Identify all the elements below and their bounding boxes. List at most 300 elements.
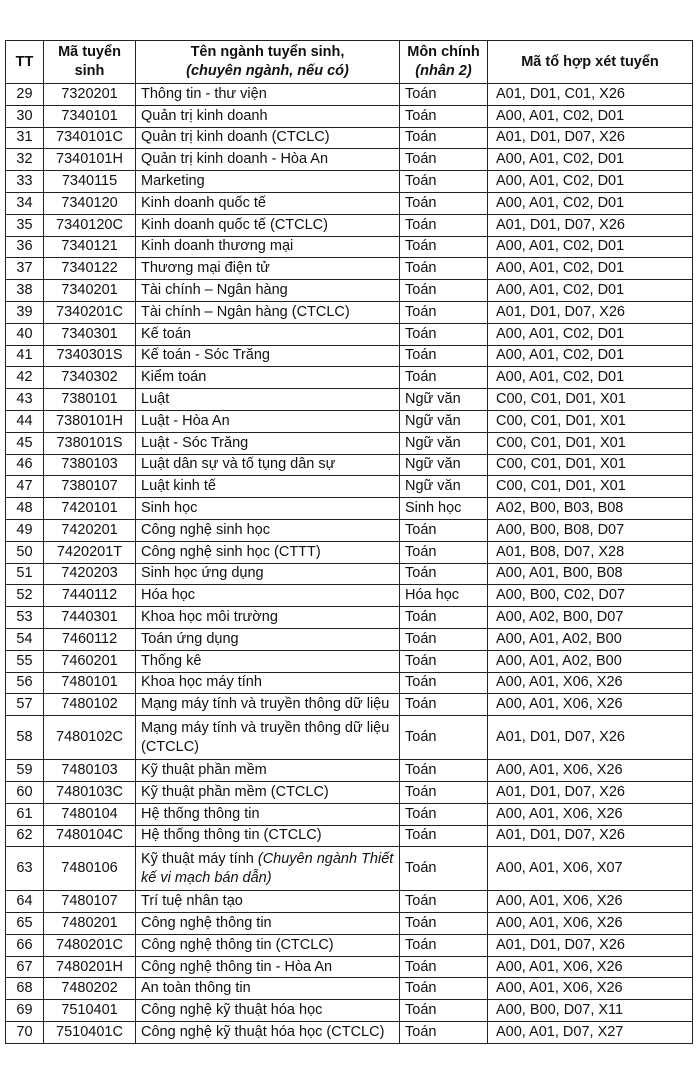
program-name xyxy=(136,323,400,345)
program-name-text: Công nghệ thông tin xyxy=(141,914,272,931)
main-subject: Toán xyxy=(400,541,488,563)
row-number: 66 xyxy=(6,934,44,956)
program-name-text: Luật - Sóc Trăng xyxy=(141,434,249,451)
program-code: 7480103 xyxy=(44,760,136,782)
program-name xyxy=(136,891,400,913)
program-name-text: Công nghệ sinh học xyxy=(141,521,270,538)
table-row xyxy=(6,847,693,891)
subject-combination: A00, A01, X06, X26 xyxy=(488,978,693,1000)
table-row xyxy=(6,84,693,106)
table-row xyxy=(6,563,693,585)
program-name-text: Luật dân sự và tố tụng dân sự xyxy=(141,456,336,473)
header-code-line1: Mã tuyển xyxy=(58,44,121,60)
program-name xyxy=(136,1022,400,1044)
program-name-text: Kinh doanh quốc tế xyxy=(141,194,266,211)
program-name xyxy=(136,127,400,149)
program-name-text: Kinh doanh thương mại xyxy=(141,238,294,255)
main-subject: Toán xyxy=(400,628,488,650)
main-subject: Toán xyxy=(400,803,488,825)
subject-combination: A00, A01, A02, B00 xyxy=(488,628,693,650)
header-code-line2: sinh xyxy=(74,63,105,79)
table-row xyxy=(6,476,693,498)
row-number: 43 xyxy=(6,389,44,411)
table-row xyxy=(6,127,693,149)
program-name-text: Hóa học xyxy=(141,587,196,604)
program-name-text: Công nghệ thông tin (CTCLC) xyxy=(141,936,334,953)
subject-combination: A00, A01, B00, B08 xyxy=(488,563,693,585)
program-name-text: Sinh học ứng dụng xyxy=(141,565,264,582)
table-row xyxy=(6,323,693,345)
row-number: 45 xyxy=(6,432,44,454)
main-subject: Toán xyxy=(400,672,488,694)
row-number: 57 xyxy=(6,694,44,716)
row-number: 69 xyxy=(6,1000,44,1022)
program-code: 7380103 xyxy=(44,454,136,476)
table-row xyxy=(6,934,693,956)
program-code: 7340301S xyxy=(44,345,136,367)
row-number: 30 xyxy=(6,105,44,127)
subject-combination: A00, A01, C02, D01 xyxy=(488,280,693,302)
row-number: 39 xyxy=(6,301,44,323)
row-number: 49 xyxy=(6,519,44,541)
program-name-text: Mạng máy tính và truyền thông dữ liệu xyxy=(141,696,390,713)
subject-combination: A01, D01, D07, X26 xyxy=(488,825,693,847)
main-subject: Toán xyxy=(400,934,488,956)
program-name-text: Kế toán xyxy=(141,325,191,342)
program-code: 7480107 xyxy=(44,891,136,913)
program-code: 7460112 xyxy=(44,628,136,650)
row-number: 51 xyxy=(6,563,44,585)
header-tt: TT xyxy=(6,41,44,84)
row-number: 52 xyxy=(6,585,44,607)
program-code: 7320201 xyxy=(44,84,136,106)
program-code: 7340301 xyxy=(44,323,136,345)
program-code: 7480202 xyxy=(44,978,136,1000)
subject-combination: A00, A01, X06, X26 xyxy=(488,760,693,782)
program-name xyxy=(136,84,400,106)
program-name xyxy=(136,847,400,891)
program-code: 7480201H xyxy=(44,956,136,978)
main-subject: Toán xyxy=(400,825,488,847)
main-subject: Ngữ văn xyxy=(400,410,488,432)
program-name xyxy=(136,214,400,236)
main-subject: Toán xyxy=(400,781,488,803)
table-row xyxy=(6,1000,693,1022)
program-name xyxy=(136,694,400,716)
program-name-text: Kiểm toán xyxy=(141,369,207,386)
program-name xyxy=(136,781,400,803)
main-subject: Toán xyxy=(400,694,488,716)
program-code: 7480102 xyxy=(44,694,136,716)
row-number: 35 xyxy=(6,214,44,236)
table-row xyxy=(6,301,693,323)
program-code: 7340120 xyxy=(44,192,136,214)
program-name xyxy=(136,672,400,694)
program-code: 7480201C xyxy=(44,934,136,956)
program-name xyxy=(136,956,400,978)
subject-combination: A00, A01, X06, X26 xyxy=(488,956,693,978)
program-code: 7480104C xyxy=(44,825,136,847)
main-subject: Toán xyxy=(400,345,488,367)
main-subject: Toán xyxy=(400,236,488,258)
table-row xyxy=(6,345,693,367)
program-code: 7340101H xyxy=(44,149,136,171)
program-name xyxy=(136,803,400,825)
program-code: 7510401 xyxy=(44,1000,136,1022)
table-row xyxy=(6,171,693,193)
program-name xyxy=(136,258,400,280)
program-name xyxy=(136,978,400,1000)
program-name-text: Tài chính – Ngân hàng xyxy=(141,282,288,299)
header-name-line2: (chuyên ngành, nếu có) xyxy=(186,63,349,79)
table-header xyxy=(6,41,693,84)
main-subject: Toán xyxy=(400,1022,488,1044)
main-subject: Toán xyxy=(400,127,488,149)
table-row xyxy=(6,1022,693,1044)
program-name xyxy=(136,410,400,432)
row-number: 31 xyxy=(6,127,44,149)
row-number: 70 xyxy=(6,1022,44,1044)
main-subject: Toán xyxy=(400,149,488,171)
program-code: 7380101S xyxy=(44,432,136,454)
program-name xyxy=(136,563,400,585)
row-number: 48 xyxy=(6,498,44,520)
table-row xyxy=(6,716,693,760)
program-name xyxy=(136,454,400,476)
table-row xyxy=(6,913,693,935)
program-name xyxy=(136,760,400,782)
subject-combination: A01, D01, D07, X26 xyxy=(488,716,693,760)
program-code: 7510401C xyxy=(44,1022,136,1044)
program-name-text: Kỹ thuật phần mềm xyxy=(141,762,267,778)
subject-combination: A00, A01, C02, D01 xyxy=(488,345,693,367)
main-subject: Ngữ văn xyxy=(400,454,488,476)
table-row xyxy=(6,585,693,607)
program-code: 7380101H xyxy=(44,410,136,432)
main-subject: Ngữ văn xyxy=(400,476,488,498)
subject-combination: A01, D01, D07, X26 xyxy=(488,214,693,236)
row-number: 29 xyxy=(6,84,44,106)
table-row xyxy=(6,280,693,302)
program-name xyxy=(136,476,400,498)
program-code: 7480103C xyxy=(44,781,136,803)
table-row xyxy=(6,432,693,454)
program-name xyxy=(136,825,400,847)
table-row xyxy=(6,105,693,127)
header-subject-line1: Môn chính xyxy=(407,44,480,60)
program-code: 7480101 xyxy=(44,672,136,694)
admissions-table-container xyxy=(5,40,693,1044)
main-subject: Toán xyxy=(400,214,488,236)
program-name xyxy=(136,171,400,193)
program-code: 7420203 xyxy=(44,563,136,585)
main-subject: Toán xyxy=(400,367,488,389)
main-subject: Sinh học xyxy=(400,498,488,520)
subject-combination: A00, A01, D07, X27 xyxy=(488,1022,693,1044)
program-code: 7480104 xyxy=(44,803,136,825)
program-name xyxy=(136,585,400,607)
program-name xyxy=(136,913,400,935)
main-subject: Toán xyxy=(400,1000,488,1022)
program-name-text: Toán ứng dụng xyxy=(141,630,239,647)
main-subject: Toán xyxy=(400,607,488,629)
program-name xyxy=(136,301,400,323)
table-row xyxy=(6,236,693,258)
row-number: 68 xyxy=(6,978,44,1000)
row-number: 32 xyxy=(6,149,44,171)
main-subject: Toán xyxy=(400,978,488,1000)
main-subject: Toán xyxy=(400,519,488,541)
row-number: 67 xyxy=(6,956,44,978)
table-row xyxy=(6,607,693,629)
program-name xyxy=(136,519,400,541)
row-number: 42 xyxy=(6,367,44,389)
program-name xyxy=(136,345,400,367)
program-name xyxy=(136,432,400,454)
program-code: 7480102C xyxy=(44,716,136,760)
main-subject: Hóa học xyxy=(400,585,488,607)
subject-combination: A00, A01, C02, D01 xyxy=(488,258,693,280)
subject-combination: A00, B00, C02, D07 xyxy=(488,585,693,607)
row-number: 64 xyxy=(6,891,44,913)
program-code: 7480201 xyxy=(44,913,136,935)
program-code: 7340122 xyxy=(44,258,136,280)
main-subject: Toán xyxy=(400,956,488,978)
program-name-text: Sinh học xyxy=(141,500,198,517)
subject-combination: A00, A02, B00, D07 xyxy=(488,607,693,629)
subject-combination: A00, A01, X06, X26 xyxy=(488,694,693,716)
subject-combination: A00, A01, C02, D01 xyxy=(488,367,693,389)
subject-combination: C00, C01, D01, X01 xyxy=(488,410,693,432)
program-name-text: Thống kê xyxy=(141,652,202,669)
subject-combination: A00, A01, X06, X26 xyxy=(488,913,693,935)
subject-combination: A00, A01, X06, X26 xyxy=(488,803,693,825)
header-name xyxy=(136,41,400,84)
main-subject: Toán xyxy=(400,105,488,127)
program-name-text: Khoa học máy tính xyxy=(141,674,262,691)
main-subject: Ngữ văn xyxy=(400,432,488,454)
main-subject: Toán xyxy=(400,650,488,672)
program-name-text: Kinh doanh quốc tế (CTCLC) xyxy=(141,216,328,233)
program-name-text: Hệ thống thông tin xyxy=(141,805,260,822)
subject-combination: A00, A01, C02, D01 xyxy=(488,171,693,193)
table-row xyxy=(6,650,693,672)
program-name-text: Kỹ thuật máy tính xyxy=(141,850,254,867)
program-code: 7440112 xyxy=(44,585,136,607)
program-name-text: Công nghệ kỹ thuật hóa học xyxy=(141,1002,323,1019)
program-name-text: Quản trị kinh doanh (CTCLC) xyxy=(141,129,330,146)
row-number: 38 xyxy=(6,280,44,302)
program-name-text: Công nghệ sinh học (CTTT) xyxy=(141,543,321,560)
row-number: 61 xyxy=(6,803,44,825)
program-code: 7420201 xyxy=(44,519,136,541)
program-name-text: An toàn thông tin xyxy=(141,980,251,997)
main-subject: Toán xyxy=(400,192,488,214)
program-name-text: Marketing xyxy=(141,173,205,190)
subject-combination: A00, B00, D07, X11 xyxy=(488,1000,693,1022)
header-row xyxy=(6,41,693,84)
program-code: 7340115 xyxy=(44,171,136,193)
program-name-text: Luật kinh tế xyxy=(141,478,216,495)
table-row xyxy=(6,214,693,236)
program-name xyxy=(136,1000,400,1022)
row-number: 40 xyxy=(6,323,44,345)
main-subject: Toán xyxy=(400,280,488,302)
row-number: 56 xyxy=(6,672,44,694)
subject-combination: A01, D01, D07, X26 xyxy=(488,127,693,149)
subject-combination: C00, C01, D01, X01 xyxy=(488,389,693,411)
subject-combination: A01, B08, D07, X28 xyxy=(488,541,693,563)
program-name-text: Quản trị kinh doanh - Hòa An xyxy=(141,151,329,168)
program-code: 7380107 xyxy=(44,476,136,498)
admissions-table xyxy=(5,40,693,1044)
main-subject: Toán xyxy=(400,847,488,891)
program-specialization-note: (Chuyên ngành Thiết kế vi mạch bán dẫn) xyxy=(141,850,394,886)
subject-combination: A00, A01, A02, B00 xyxy=(488,650,693,672)
program-name-text: Kế toán - Sóc Trăng xyxy=(141,347,270,364)
subject-combination: A00, B00, B08, D07 xyxy=(488,519,693,541)
program-name-text: Khoa học môi trường xyxy=(141,609,278,626)
subject-combination: A00, A01, C02, D01 xyxy=(488,149,693,171)
program-name xyxy=(136,716,400,760)
subject-combination: A01, D01, D07, X26 xyxy=(488,301,693,323)
row-number: 37 xyxy=(6,258,44,280)
row-number: 46 xyxy=(6,454,44,476)
program-name xyxy=(136,367,400,389)
table-row xyxy=(6,519,693,541)
table-row xyxy=(6,410,693,432)
program-code: 7340120C xyxy=(44,214,136,236)
program-code: 7420201T xyxy=(44,541,136,563)
subject-combination: A00, A01, C02, D01 xyxy=(488,192,693,214)
row-number: 63 xyxy=(6,847,44,891)
subject-combination: A00, A01, C02, D01 xyxy=(488,236,693,258)
program-name xyxy=(136,498,400,520)
table-row xyxy=(6,956,693,978)
main-subject: Toán xyxy=(400,760,488,782)
program-name xyxy=(136,650,400,672)
header-subject xyxy=(400,41,488,84)
program-name-text: Tài chính – Ngân hàng (CTCLC) xyxy=(141,303,350,320)
subject-combination: A00, A01, C02, D01 xyxy=(488,323,693,345)
main-subject: Ngữ văn xyxy=(400,389,488,411)
subject-combination: A01, D01, C01, X26 xyxy=(488,84,693,106)
subject-combination: A00, A01, C02, D01 xyxy=(488,105,693,127)
program-code: 7340201 xyxy=(44,280,136,302)
program-name-text: Thông tin - thư viện xyxy=(141,85,267,102)
table-row xyxy=(6,367,693,389)
row-number: 34 xyxy=(6,192,44,214)
table-row xyxy=(6,389,693,411)
subject-combination: C00, C01, D01, X01 xyxy=(488,454,693,476)
program-name xyxy=(136,628,400,650)
table-row xyxy=(6,694,693,716)
main-subject: Toán xyxy=(400,913,488,935)
main-subject: Toán xyxy=(400,891,488,913)
program-name xyxy=(136,389,400,411)
program-name xyxy=(136,541,400,563)
main-subject: Toán xyxy=(400,301,488,323)
program-name xyxy=(136,280,400,302)
row-number: 55 xyxy=(6,650,44,672)
main-subject: Toán xyxy=(400,84,488,106)
program-code: 7340201C xyxy=(44,301,136,323)
program-name-text: Trí tuệ nhân tạo xyxy=(141,893,243,910)
program-name-text: Công nghệ thông tin - Hòa An xyxy=(141,958,333,975)
row-number: 62 xyxy=(6,825,44,847)
main-subject: Toán xyxy=(400,563,488,585)
table-row xyxy=(6,978,693,1000)
program-name-text: Quản trị kinh doanh xyxy=(141,107,268,124)
program-name xyxy=(136,105,400,127)
program-code: 7340302 xyxy=(44,367,136,389)
subject-combination: A02, B00, B03, B08 xyxy=(488,498,693,520)
header-combo: Mã tổ hợp xét tuyển xyxy=(488,41,693,84)
main-subject: Toán xyxy=(400,716,488,760)
program-code: 7340121 xyxy=(44,236,136,258)
row-number: 54 xyxy=(6,628,44,650)
program-name xyxy=(136,149,400,171)
main-subject: Toán xyxy=(400,258,488,280)
program-name xyxy=(136,236,400,258)
row-number: 33 xyxy=(6,171,44,193)
program-name-text: Hệ thống thông tin (CTCLC) xyxy=(141,827,322,844)
program-code: 7340101C xyxy=(44,127,136,149)
table-row xyxy=(6,628,693,650)
table-row xyxy=(6,760,693,782)
row-number: 53 xyxy=(6,607,44,629)
subject-combination: A01, D01, D07, X26 xyxy=(488,934,693,956)
program-code: 7420101 xyxy=(44,498,136,520)
program-name-text: Thương mại điện tử xyxy=(141,260,270,277)
program-code: 7340101 xyxy=(44,105,136,127)
subject-combination: A01, D01, D07, X26 xyxy=(488,781,693,803)
table-row xyxy=(6,454,693,476)
subject-combination: A00, A01, X06, X07 xyxy=(488,847,693,891)
row-number: 41 xyxy=(6,345,44,367)
row-number: 47 xyxy=(6,476,44,498)
row-number: 36 xyxy=(6,236,44,258)
table-row xyxy=(6,541,693,563)
program-code: 7440301 xyxy=(44,607,136,629)
subject-combination: C00, C01, D01, X01 xyxy=(488,476,693,498)
row-number: 50 xyxy=(6,541,44,563)
table-row xyxy=(6,498,693,520)
program-name xyxy=(136,934,400,956)
table-row xyxy=(6,672,693,694)
table-row xyxy=(6,781,693,803)
program-code: 7460201 xyxy=(44,650,136,672)
row-number: 60 xyxy=(6,781,44,803)
program-name xyxy=(136,607,400,629)
header-code xyxy=(44,41,136,84)
row-number: 59 xyxy=(6,760,44,782)
main-subject: Toán xyxy=(400,323,488,345)
row-number: 65 xyxy=(6,913,44,935)
program-code: 7380101 xyxy=(44,389,136,411)
subject-combination: A00, A01, X06, X26 xyxy=(488,891,693,913)
program-name-text: Luật - Hòa An xyxy=(141,412,230,429)
table-row xyxy=(6,258,693,280)
table-row xyxy=(6,891,693,913)
main-subject: Toán xyxy=(400,171,488,193)
program-name-text: Mạng máy tính và truyền thông dữ liệu (CTCLC) xyxy=(141,719,390,755)
table-row xyxy=(6,149,693,171)
table-row xyxy=(6,192,693,214)
table-row xyxy=(6,803,693,825)
table-row xyxy=(6,825,693,847)
subject-combination: C00, C01, D01, X01 xyxy=(488,432,693,454)
